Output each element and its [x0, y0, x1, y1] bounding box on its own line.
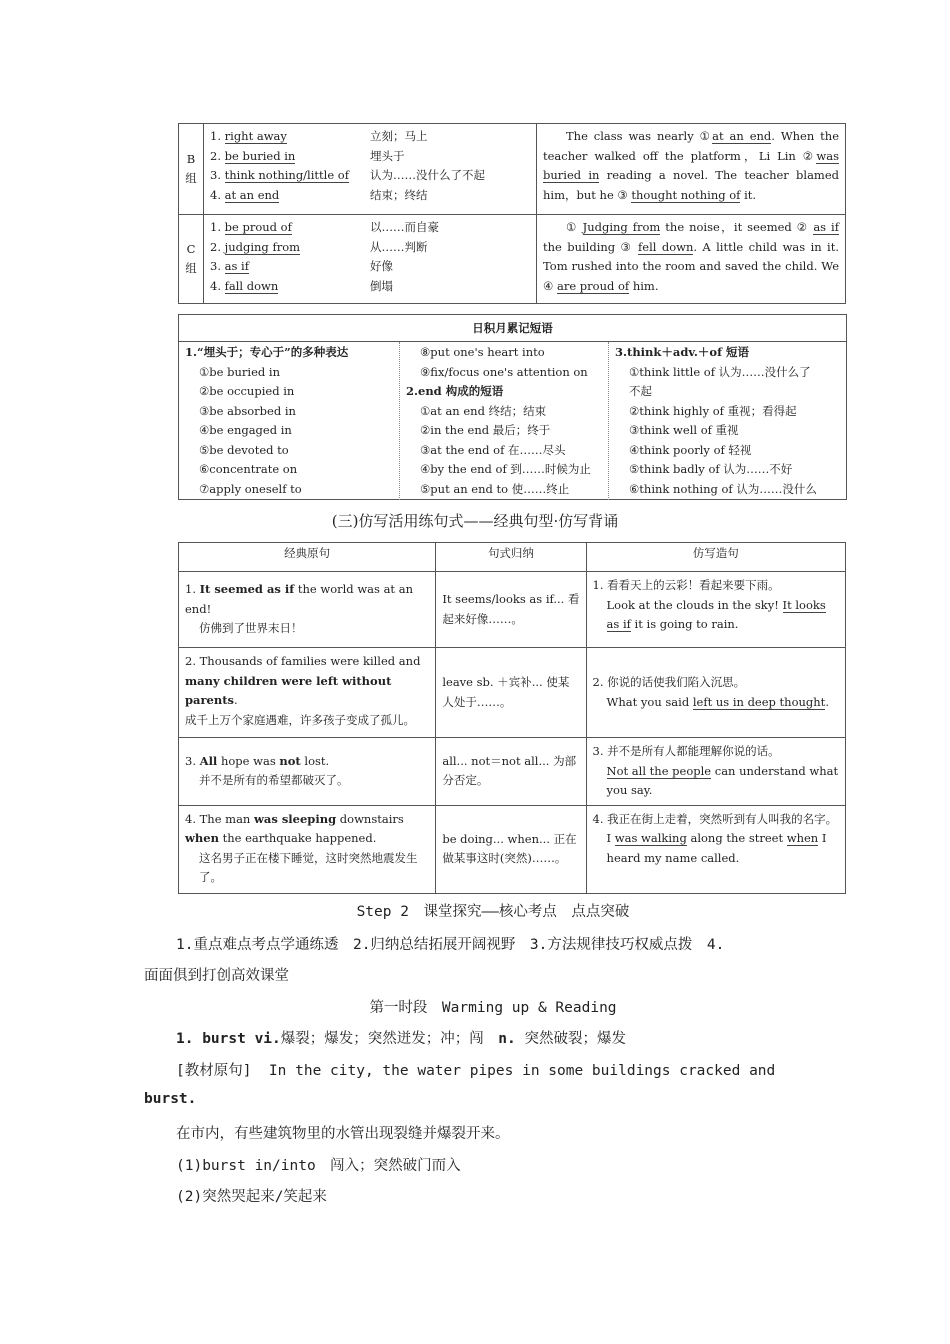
group-paragraph: The class was nearly ①at an end. When the teacher walked off the platform，Li Lin ②was buried in reading a novel. The teacher blamed him，but he ③ thought nothing of it. [537, 124, 846, 215]
translation: 在市内，有些建筑物里的水管出现裂缝并爆裂开来。 [176, 1126, 510, 1142]
group-paragraph: ① Judging from the noise，it seemed ② as if the building ③ fell down. A little child was in it. Tom rushed into the room and saved the child. We ④ are proud of him. [537, 215, 846, 304]
group-label: B 组 [179, 124, 204, 215]
answer: thought nothing of [631, 187, 741, 202]
original-sentence: 3. All hope was not lost. 并不是所有的希望都破灭了。 [179, 738, 436, 806]
phrase-item: ⑨fix/focus one's attention on [420, 364, 588, 379]
phrase-item: ④think poorly of 轻视 [629, 442, 752, 457]
table-row [179, 648, 846, 738]
phrase-item: ③at the end of 在……尽头 [420, 442, 566, 457]
phrase-item: ①think little of 认为……没什么了 [629, 364, 811, 379]
group-row-c [179, 215, 846, 304]
sentence-pattern-table [178, 542, 846, 894]
vocab-entry: 1. burst vi.爆裂；爆发；突然迸发；冲；闯 n. 突然破裂；爆发 [176, 1031, 626, 1047]
answer: was buried in [543, 148, 839, 182]
intro-text: 面面俱到打创高效课堂 [144, 968, 289, 984]
column-2 [400, 342, 609, 500]
imitation-sentence: 2. 你说的话使我们陷入沉思。 What you said left us in deep thought. [586, 648, 845, 738]
column-header: 经典原句 [179, 543, 436, 572]
answer: are proud of [556, 278, 630, 293]
pattern-summary: be doing... when... 正在做某事这时(突然)……。 [436, 805, 586, 893]
term: right away [224, 129, 287, 143]
phrase-item: ②be occupied in [199, 384, 295, 398]
imitation-sentence: 3. 并不是所有人都能理解你说的话。 Not all the people can understand what you say. [586, 738, 845, 806]
group-row-b [179, 124, 846, 215]
section-title: (三)仿写活用练句式——经典句型·仿写背诵 [331, 512, 619, 530]
answer: at an end [712, 129, 772, 143]
pattern-summary: leave sb. ＋宾补... 使某人处于……。 [436, 648, 586, 738]
term: think nothing/little of [224, 168, 349, 182]
phrase-item: ①be buried in [199, 364, 280, 379]
original-sentence: 1. It seemed as if the world was at an end! 仿佛到了世界末日！ [179, 572, 436, 648]
term-meaning: 认为……没什么了不起 [370, 168, 485, 182]
period-heading: 第一时段 Warming up & Reading [369, 1000, 617, 1016]
term-meaning: 从……判断 [370, 239, 428, 254]
column-title: 1.“埋头于；专心于”的多种表达 [185, 345, 349, 359]
term-meaning: 以……而自豪 [370, 220, 439, 234]
phrase-item: ⑦apply oneself to [199, 481, 302, 496]
phrase-item: ③think well of 重视 [629, 423, 739, 437]
phrase-group-table [178, 123, 846, 304]
table-row [179, 572, 846, 648]
table-row [179, 738, 846, 806]
answer: as if [813, 220, 839, 234]
textbook-sentence: [教材原句] In the city, the water pipes in some buildings cracked and [176, 1063, 776, 1079]
phrase-item: ④be engaged in [199, 423, 292, 437]
phrase-item: ⑤think badly of 认为……不好 [629, 462, 793, 476]
term: be buried in [224, 148, 296, 163]
phrase-item: ④by the end of 到……时候为止 [420, 462, 591, 476]
answer: fell down [638, 239, 694, 254]
column-title: 2.end 构成的短语 [406, 384, 504, 398]
intro-text: 1.重点难点考点学通练透 2.归纳总结拓展开阔视野 3.方法规律技巧权威点拨 4. [176, 937, 725, 953]
phrase-item: 不起 [629, 384, 652, 398]
phrase-item: ①at an end 终结；结束 [420, 403, 547, 418]
phrase-item: ②think highly of 重视；看得起 [629, 403, 797, 418]
column-1 [179, 342, 400, 500]
term: as if [224, 259, 249, 273]
column-header: 仿写造句 [586, 543, 845, 572]
term: be proud of [224, 220, 292, 234]
answer: Judging from [582, 220, 661, 234]
term-meaning: 埋头于 [370, 148, 405, 163]
group-terms: 1. be proud of 以……而自豪 2. judging from 从……判断 3. as if 好像 4. fall down 倒塌 [204, 215, 537, 304]
term: at an end [224, 187, 280, 202]
term: fall down [224, 278, 279, 293]
imitation-sentence: 1. 看看天上的云彩！看起来要下雨。 Look at the clouds in the sky! It looks as if it is going to rain. [586, 572, 845, 648]
column-title: 3.think＋adv.＋of 短语 [615, 345, 750, 359]
phrase-item: (1)burst in/into 闯入；突然破门而入 [176, 1158, 461, 1174]
original-sentence: 4. The man was sleeping downstairs when the earthquake happened. 这名男子正在楼下睡觉，这时突然地震发生了。 [179, 805, 436, 893]
phrase-item: ⑧put one's heart into [420, 345, 545, 359]
box-title: 日积月累记短语 [179, 315, 846, 342]
term-meaning: 结束；终结 [370, 187, 428, 202]
group-label: C 组 [179, 215, 204, 304]
group-terms: 1. right away 立刻；马上 2. be buried in 埋头于 3. think nothing/little of 认为……没什么了不起 4. at an end 结束；终结 [204, 124, 537, 215]
original-sentence: 2. Thousands of families were killed and many children were left without parents. 成千上万个家庭遇难，许多孩子变成了孤儿。 [179, 648, 436, 738]
imitation-sentence: 4. 我正在街上走着，突然听到有人叫我的名字。 I was walking along the street when I heard my name called. [586, 805, 845, 893]
phrase-accumulation-box [178, 314, 847, 500]
phrase-item: ⑥concentrate on [199, 462, 298, 476]
table-row [179, 805, 846, 893]
phrase-item: ②in the end 最后；终于 [420, 423, 551, 437]
pattern-summary: It seems/looks as if... 看起来好像……。 [436, 572, 586, 648]
phrase-item: ③be absorbed in [199, 403, 296, 418]
term-meaning: 倒塌 [370, 278, 393, 293]
term: judging from [224, 239, 301, 254]
phrase-item: ⑤put an end to 使……终止 [420, 481, 570, 496]
column-header: 句式归纳 [436, 543, 586, 572]
step-heading: Step 2 课堂探究——核心考点 点点突破 [356, 904, 630, 920]
textbook-sentence-end: burst. [144, 1091, 197, 1107]
term-meaning: 立刻；马上 [370, 129, 428, 143]
pattern-summary: all... not＝not all... 为部分否定。 [436, 738, 586, 806]
phrase-item: ⑥think nothing of 认为……没什么 [629, 481, 817, 496]
term-meaning: 好像 [370, 259, 393, 273]
phrase-item: ⑤be devoted to [199, 442, 289, 457]
column-3 [609, 342, 836, 500]
phrase-item: (2)突然哭起来/笑起来 [176, 1189, 327, 1205]
